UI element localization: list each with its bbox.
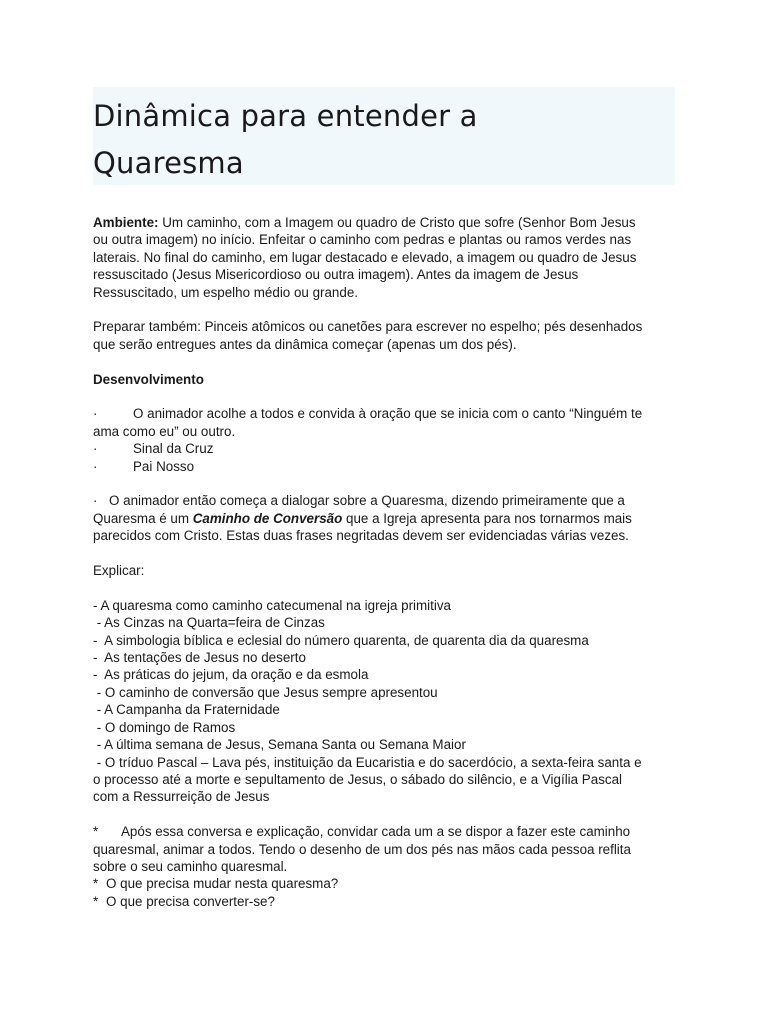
dialogo-text: que a Igreja apresenta para nos tornarmos mais xyxy=(342,510,632,526)
explicar-item: - O caminho de conversão que Jesus sempre apresentou xyxy=(93,684,438,700)
ambiente-line: laterais. No final do caminho, em lugar destacado e elevado, a imagem ou quadro de Jesus xyxy=(93,249,637,265)
list-item-continuation: ama como eu” ou outro. xyxy=(93,423,236,439)
bullet-icon: · xyxy=(93,493,98,509)
bullet-icon: · xyxy=(93,406,98,422)
ambiente-text: Um caminho, com a Imagem ou quadro de Cristo que sofre (Senhor Bom Jesus xyxy=(158,215,636,230)
final-line: quaresmal, animar a todos. Tendo o desenho de um dos pés nas mãos cada pessoa reflita xyxy=(93,841,631,857)
dialogo-paragraph xyxy=(93,492,683,544)
list-item-text: O animador acolhe a todos e convida à oração que se inicia com o canto “Ninguém te xyxy=(133,406,643,422)
spacer xyxy=(93,388,683,405)
explicar-list xyxy=(93,597,683,806)
desenvolvimento-heading: Desenvolvimento xyxy=(93,371,204,387)
title-line-2: Quaresma xyxy=(93,146,244,180)
spacer xyxy=(93,353,683,370)
explicar-heading: Explicar: xyxy=(93,563,145,579)
explicar-item: com a Ressurreição de Jesus xyxy=(93,789,270,805)
list-item-text: Sinal da Cruz xyxy=(133,441,214,457)
spacer xyxy=(93,475,683,492)
spacer xyxy=(93,806,683,823)
question-item xyxy=(93,893,683,910)
ambiente-label: Ambiente: xyxy=(93,215,159,230)
ambiente-line: Ressuscitado, um espelho médio ou grande. xyxy=(93,284,358,300)
asterisk-icon: * xyxy=(93,824,99,840)
explicar-item: - As práticas do jejum, da oração e da esmola xyxy=(93,667,369,683)
spacer xyxy=(93,301,683,318)
final-text: Após essa conversa e explicação, convidar cada um a se dispor a fazer este caminho xyxy=(121,824,631,840)
asterisk-icon: * xyxy=(93,876,99,892)
explicar-item: - A Campanha da Fraternidade xyxy=(93,702,280,718)
preparar-line: que serão entregues antes da dinâmica começar (apenas um dos pés). xyxy=(93,336,517,352)
ambiente-paragraph xyxy=(93,214,683,301)
list-item xyxy=(93,440,683,457)
dialogo-line-1 xyxy=(93,492,683,509)
page-title xyxy=(93,87,675,187)
final-line-1 xyxy=(93,823,683,840)
question-item xyxy=(93,875,683,892)
list-item xyxy=(93,405,683,422)
explicar-item: - O domingo de Ramos xyxy=(93,719,236,735)
bullet-icon: · xyxy=(93,458,98,474)
explicar-item: - As tentações de Jesus no deserto xyxy=(93,650,306,666)
final-section xyxy=(93,823,683,910)
explicar-item: - O tríduo Pascal – Lava pés, instituição da Eucaristia e do sacerdócio, a sexta-feira santa e xyxy=(93,754,642,770)
title-line-1: Dinâmica para entender a xyxy=(93,99,478,133)
dialogo-line-3: parecidos com Cristo. Estas duas frases negritadas devem ser evidenciadas várias vezes. xyxy=(93,528,629,544)
spacer xyxy=(93,579,683,596)
ambiente-line: ou outra imagem) no início. Enfeitar o caminho com pedras e plantas ou ramos verdes nas xyxy=(93,232,632,248)
ambiente-line: ressuscitado (Jesus Misericordioso ou outra imagem). Antes da imagem de Jesus xyxy=(93,267,579,283)
document-body xyxy=(93,214,683,910)
desenvolvimento-list xyxy=(93,405,683,475)
preparar-line: Preparar também: Pinceis atômicos ou canetões para escrever no espelho; pés desenhados xyxy=(93,319,643,335)
explicar-item: - A simbologia bíblica e eclesial do número quarenta, de quarenta dia da quaresma xyxy=(93,632,589,648)
list-item xyxy=(93,458,683,475)
dialogo-text: O animador então começa a dialogar sobre a Quaresma, dizendo primeiramente que a xyxy=(109,493,625,509)
spacer xyxy=(93,545,683,562)
question-text: O que precisa converter-se? xyxy=(106,893,275,909)
explicar-item: - A quaresma como caminho catecumenal na igreja primitiva xyxy=(93,597,451,613)
preparar-paragraph xyxy=(93,318,683,353)
asterisk-icon: * xyxy=(93,893,99,909)
explicar-item: - A última semana de Jesus, Semana Santa ou Semana Maior xyxy=(93,737,466,753)
list-item-text: Pai Nosso xyxy=(133,458,195,474)
question-text: O que precisa mudar nesta quaresma? xyxy=(106,876,339,892)
dialogo-emphasis: Caminho de Conversão xyxy=(192,510,343,526)
dialogo-text: Quaresma é um xyxy=(93,510,193,526)
title-box xyxy=(93,87,675,185)
final-line: sobre o seu caminho quaresmal. xyxy=(93,858,288,874)
ambiente-line-1 xyxy=(93,214,683,231)
dialogo-line-2 xyxy=(93,510,683,527)
bullet-icon: · xyxy=(93,441,98,457)
explicar-item: - As Cinzas na Quarta=feira de Cinzas xyxy=(93,615,325,631)
explicar-item: o processo até a morte e sepultamento de Jesus, o sábado do silêncio, e a Vigília Pascal xyxy=(93,771,623,787)
